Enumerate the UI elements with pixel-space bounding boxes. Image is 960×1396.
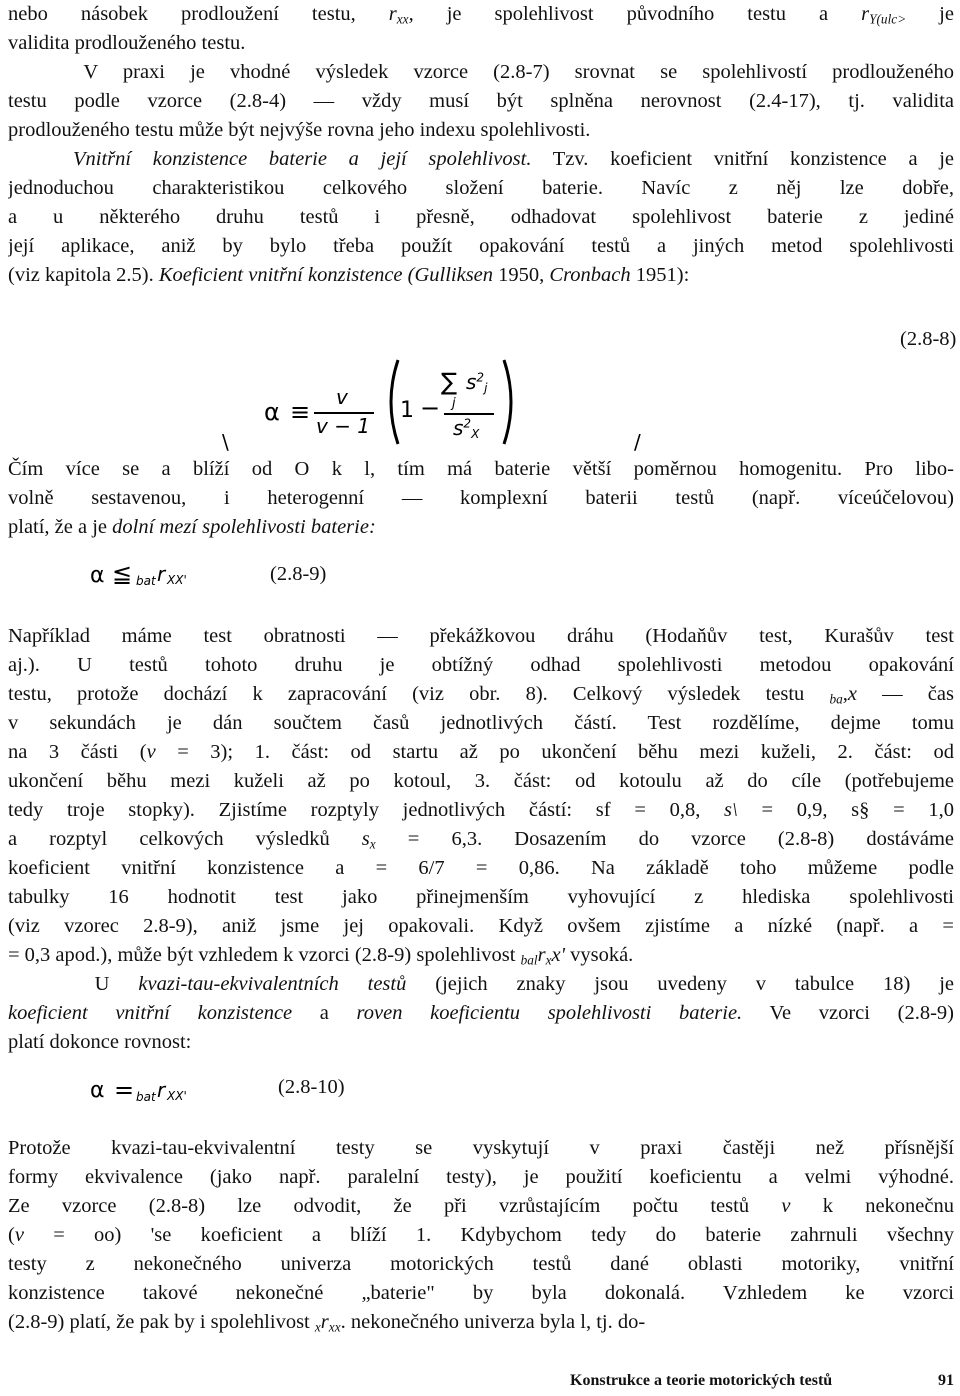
stray-backslash: \: [222, 430, 229, 454]
sum-index: j: [452, 396, 456, 411]
fraction-denominator: v − 1: [316, 414, 371, 438]
text-line: a u některého druhu testů i přesně, odhadovat spolehlivost baterie z jediné: [8, 206, 954, 228]
text-line: aj.). U testů tohoto druhu je obtížný odhad spolehlivosti metodou opakování: [8, 654, 954, 676]
inner-fraction-bar: [444, 413, 494, 415]
text-line: na 3 části (v = 3); 1. část: od startu až po ukončení běhu mezi kuželi, 2. část: od: [8, 741, 954, 763]
text-line: Ze vzorce (2.8-8) lze odvodit, že při vzrůstajícím počtu testů v k nekonečnu: [8, 1195, 954, 1217]
text-line: v sekundách je dán součtem časů jednotlivých částí. Test rozdělíme, dejme tomu: [8, 712, 954, 734]
variance-sj: $s^2_j$: [466, 370, 488, 395]
fraction-numerator: v: [336, 385, 348, 409]
text-line: = 0,3 apod.), může být vzhledem k vzorci (2.8-9) spolehlivost $_{bal}r_xx'$ vysoká.: [8, 944, 634, 968]
text-line: (2.8-9) platí, že pak by i spolehlivost $_xr_{xx}$. nekonečného univerza byla l, tj. do-: [8, 1311, 646, 1335]
text-line: validita prodlouženého testu.: [8, 32, 246, 54]
text-line: a rozptyl celkových výsledků $s_x = 6,3$. Dosazením do vzorce (2.8-8) dostáváme: [8, 828, 954, 852]
text-line: prodlouženého testu může být nejvýše rovna jeho indexu spolehlivosti.: [8, 119, 591, 141]
reliability-r: r: [157, 562, 166, 586]
leq-symbol: ≦: [112, 560, 133, 588]
text-line: (viz vzorec 2.8-9), aniž jsme jej opakovali. Když ovšem zjistíme a nízké (např. a =: [8, 915, 954, 937]
text-line: testu, protože dochází k zapracování (viz obr. 8). Celkový výsledek testu $_{ba}$,x — čas: [8, 683, 954, 707]
text-line: koeficient vnitřní konzistence a = 6/7 = 0,86. Na základě toho můžeme podle: [8, 857, 954, 879]
text-line: U kvazi-tau-ekvivalentních testů (jejich znaky jsou uvedeny v tabulce 18) je: [8, 973, 954, 995]
text-line: Například máme test obratnosti — překážkovou dráhu (Hodaňův test, Kurašův test: [8, 625, 954, 647]
equation-number: (2.8-9): [270, 563, 327, 585]
text-line: testy z nekonečného univerza motorických testů dané oblasti motoriky, vnitřní: [8, 1253, 954, 1275]
variance-sx: $s^2_X$: [453, 416, 480, 441]
footer-title: Konstrukce a teorie motorických testů: [570, 1372, 833, 1389]
text-line: V praxi je vhodné výsledek vzorce (2.8-7) srovnat se spolehlivostí prodlouženého: [8, 61, 954, 83]
one-constant: 1: [400, 398, 414, 423]
text-line: (viz kapitola 2.5). Koeficient vnitřní konzistence (Gulliksen 1950, Cronbach 1951):: [8, 264, 690, 286]
subscript-bat: bat: [136, 1090, 156, 1104]
subscript-xx: XX': [167, 573, 187, 587]
alpha-symbol: α: [90, 1078, 105, 1103]
sum-symbol: ∑: [441, 368, 458, 396]
text-line: formy ekvivalence (jako např. paralelní testy), je použití koeficientu a velmi výhodné.: [8, 1166, 954, 1188]
text-line: konzistence takové nekonečné „baterie" by byla dokonalá. Vzhledem ke vzorci: [8, 1282, 954, 1304]
text-line: platí dokonce rovnost:: [8, 1031, 192, 1053]
subscript-xx: XX': [167, 1089, 187, 1103]
text-line: ukončení běhu mezi kuželi až po kotoul, 3. část: od kotoulu až do cíle (potřebujeme: [8, 770, 954, 792]
minus-symbol: −: [420, 394, 441, 422]
text-line: její aplikace, aniž by bylo třeba použít opakování testů a jiných metod spolehlivosti: [8, 235, 954, 257]
alpha-symbol: α: [90, 563, 105, 588]
text-line: Protože kvazi-tau-ekvivalentní testy se vyskytují v praxi častěji než přísnější: [8, 1137, 954, 1159]
page-number: 91: [938, 1372, 954, 1389]
equals-symbol: =: [114, 1076, 135, 1104]
text-line: tabulky 16 hodnotit test jako přinejmenším vyhovující z hlediska spolehlivosti: [8, 886, 954, 908]
text-line: jednoduchou charakteristikou celkového složení baterie. Navíc z něj lze dobře,: [8, 177, 954, 199]
alpha-symbol: α: [264, 398, 280, 426]
equiv-symbol: ≡: [290, 398, 311, 426]
text-line: Vnitřní konzistence baterie a její spolehlivost. Tzv. koeficient vnitřní konzistence a je: [73, 148, 954, 170]
text-line: nebo násobek prodloužení testu, $r_{xx}$, je spolehlivost původního testu a $r_{Y(ulc>}$ je: [8, 3, 954, 27]
reliability-r: r: [157, 1078, 166, 1102]
text-line: tedy troje stopky). Zjistíme rozptyly jednotlivých částí: sf = 0,8, s\ = 0,9, s§ = 1,0: [8, 799, 954, 821]
text-line: Čím více se a blíží od O k l, tím má baterie větší poměrnou homogenitu. Pro libo-: [8, 458, 954, 480]
text-line: koeficient vnitřní konzistence a roven koeficientu spolehlivosti baterie. Ve vzorci (2.8-9): [8, 1002, 954, 1024]
text-line: platí, že a je dolní mezí spolehlivosti baterie:: [8, 516, 376, 538]
stray-slash: /: [634, 430, 641, 454]
text-line: testu podle vzorce (2.8-4) — vždy musí být splněna nerovnost (2.4-17), tj. validita: [8, 90, 954, 112]
text-line: volně sestavenou, i heterogenní — komplexní baterii testů (např. víceúčelovou): [8, 487, 954, 509]
equation-number: (2.8-10): [278, 1076, 345, 1098]
text-line: (v = oo) 'se koeficient a blíží 1. Kdybychom tedy do baterie zahrnuli všechny: [8, 1224, 954, 1246]
subscript-bat: bat: [136, 574, 156, 588]
equation-number: (2.8-8): [900, 328, 957, 350]
